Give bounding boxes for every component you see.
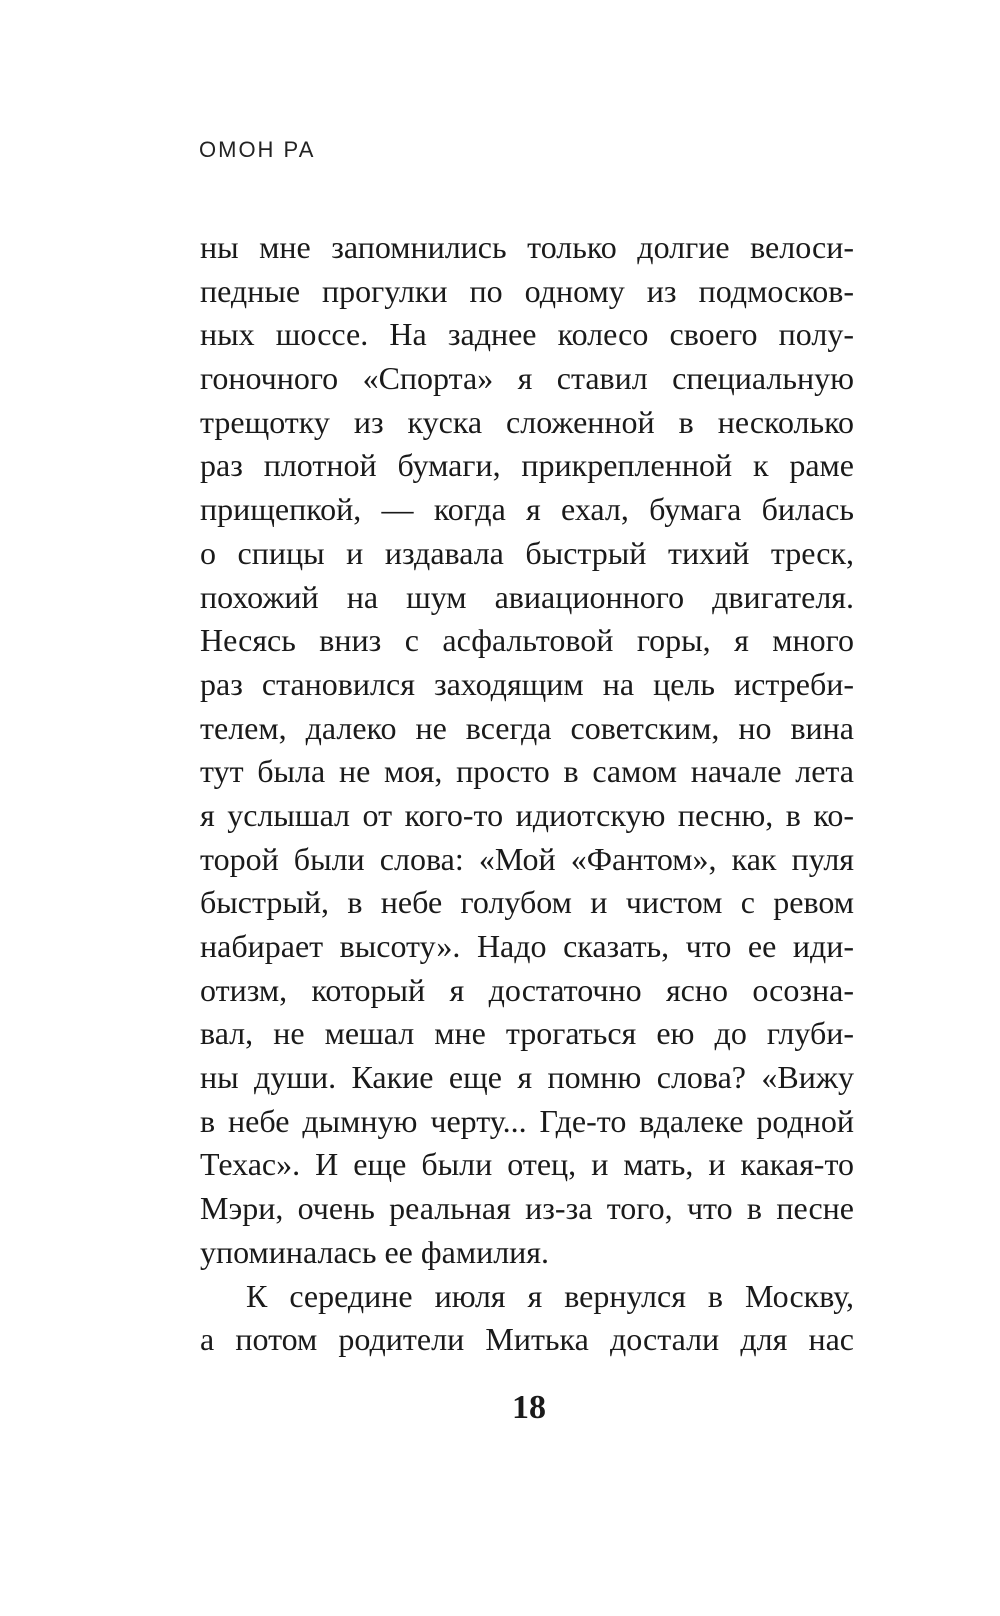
body-text [200, 226, 854, 1362]
text-line: упоминалась ее фамилия. [200, 1233, 549, 1270]
text-line: тут была не моя, просто в самом начале лета [200, 753, 854, 790]
text-line: о спицы и издавала быстрый тихий треск, [200, 534, 854, 571]
text-line: ны мне запомнились только долгие велоси- [200, 229, 854, 265]
text-line: ных шоссе. На заднее колесо своего полу- [200, 316, 854, 353]
text-line: Техас». И еще были отец, и мать, и какая-то [200, 1146, 854, 1183]
text-line: набирает высоту». Надо сказать, что ее иди- [200, 928, 854, 964]
text-line: К середине июля я вернулся в Москву, [246, 1277, 854, 1314]
text-line: прищепкой, — когда я ехал, бумага билась [200, 491, 854, 528]
text-line: Несясь вниз с асфальтовой горы, я много [200, 622, 854, 659]
text-line: а потом родители Митька достали для нас [200, 1321, 854, 1358]
text-line: гоночного «Спорта» я ставил специальную [200, 360, 854, 397]
running-header: ОМОН РА [199, 137, 316, 162]
text-line: трещотку из куска сложенной в несколько [200, 403, 854, 440]
text-line: в небе дымную черту... Где-то вдалеке родной [200, 1102, 854, 1139]
text-line: я услышал от кого-то идиотскую песню, в ко- [200, 796, 854, 833]
text-line: педные прогулки по одному из подмосков- [200, 272, 854, 309]
text-line: раз плотной бумаги, прикрепленной к раме [200, 447, 854, 484]
text-line: торой были слова: «Мой «Фантом», как пуля [200, 840, 854, 877]
text-line: раз становился заходящим на цель истреби- [200, 665, 854, 702]
text-line: быстрый, в небе голубом и чистом с ревом [200, 884, 854, 921]
page-number: 18 [512, 1389, 546, 1426]
text-line: ны души. Какие еще я помню слова? «Вижу [200, 1059, 854, 1096]
text-line: похожий на шум авиационного двигателя. [200, 578, 854, 615]
text-line: Мэри, очень реальная из-за того, что в песне [200, 1190, 854, 1227]
text-line: отизм, который я достаточно ясно осозна- [200, 971, 854, 1008]
text-line: телем, далеко не всегда советским, но вина [200, 709, 854, 746]
text-line: вал, не мешал мне трогаться ею до глуби- [200, 1015, 854, 1052]
